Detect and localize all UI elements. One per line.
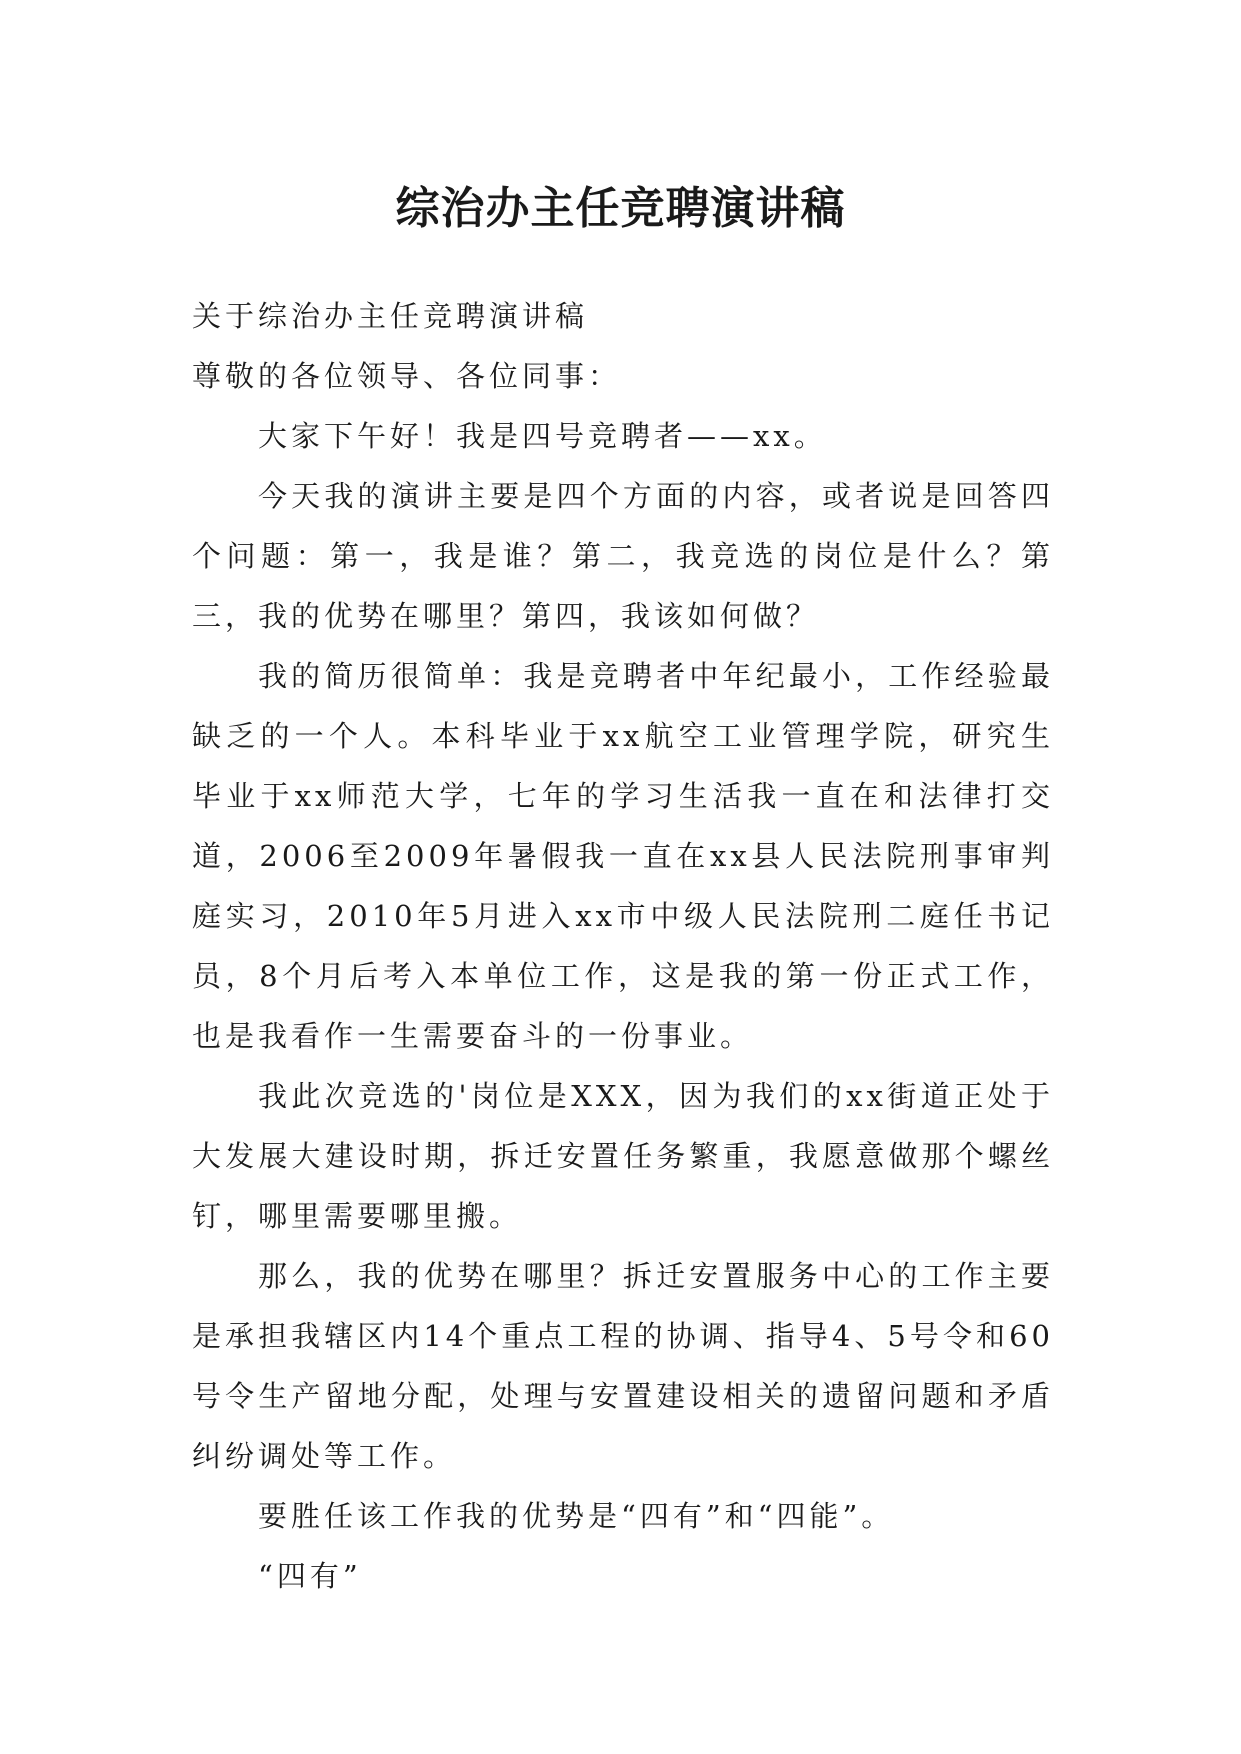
document-body <box>192 286 1054 1606</box>
position-paragraph: 我此次竞选的'岗位是XXX，因为我们的xx街道正处于大发展大建设时期，拆迁安置任务繁重，我愿意做那个螺丝钉，哪里需要哪里搬。 <box>192 1079 1054 1233</box>
four-haves-paragraph: 要胜任该工作我的优势是“四有”和“四能”。 <box>258 1499 895 1533</box>
document-title: 综治办主任竞聘演讲稿 <box>395 183 846 235</box>
advantage-paragraph: 那么，我的优势在哪里？拆迁安置服务中心的工作主要是承担我辖区内14个重点工程的协调、指导4、5号令和60号令生产留地分配，处理与安置建设相关的遗留问题和矛盾纠纷调处等工作。 <box>192 1259 1054 1473</box>
greeting-paragraph: 大家下午好！我是四号竞聘者——xx。 <box>258 419 827 453</box>
resume-paragraph: 我的简历很简单：我是竞聘者中年纪最小，工作经验最缺乏的一个人。本科毕业于xx航空工业管理学院，研究生毕业于xx师范大学，七年的学习生活我一直在和法律打交道，2006至2009年暑假我一直在xx县人民法院刑事审判庭实习，2010年5月进入xx市中级人民法院刑二庭任书记员，8个月后考入本单位工作，这是我的第一份正式工作，也是我看作一生需要奋斗的一份事业。 <box>192 659 1054 1053</box>
outline-paragraph: 今天我的演讲主要是四个方面的内容，或者说是回答四个问题：第一，我是谁？第二，我竞选的岗位是什么？第三，我的优势在哪里？第四，我该如何做？ <box>192 479 1054 633</box>
salutation: 尊敬的各位领导、各位同事： <box>192 359 622 393</box>
subtitle-line: 关于综治办主任竞聘演讲稿 <box>192 299 589 333</box>
four-haves-heading: “四有” <box>258 1559 362 1593</box>
